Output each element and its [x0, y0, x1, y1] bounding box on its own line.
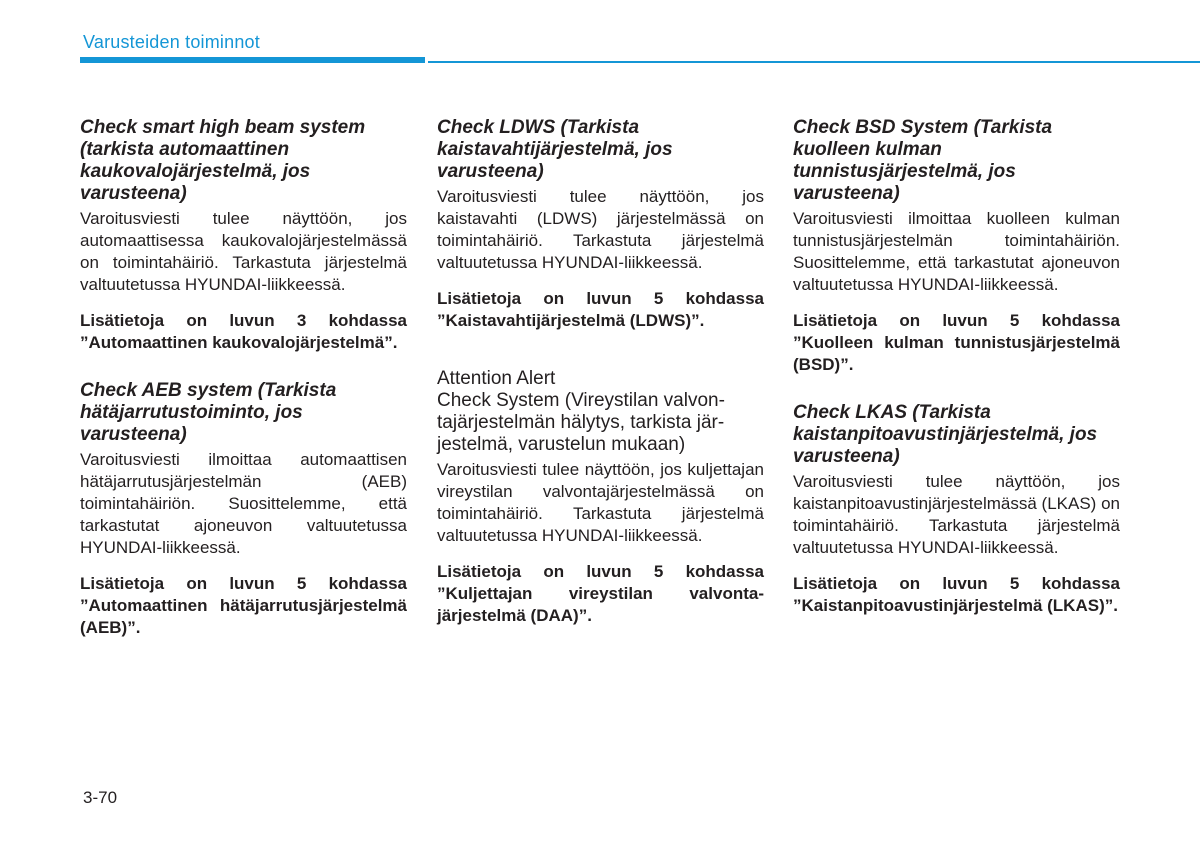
- section-heading: Attention Alert Check System (Vireystilan valvontajärjestelmän hälytys, tarkista järjestelmä, varustelun mukaan): [437, 368, 725, 455]
- header-rule-thin: [428, 61, 1200, 63]
- section-body: Varoitusviesti ilmoittaa kuolleen kulman tunnistusjärjestelmän toimintahäiriön. Suosittelemme, että tarkastutat ajoneuvon valtuutetussa HYUNDAI-liikkeessä.: [793, 209, 1120, 294]
- page-number: 3-70: [83, 788, 118, 807]
- column-3: [793, 117, 1120, 617]
- section-title: Varusteiden toiminnot: [83, 32, 260, 52]
- section-heading: Check LKAS (Tarkista kaistanpitoavustinjärjestelmä, jos varusteena): [793, 402, 1098, 467]
- section-body: Varoitusviesti tulee näyttöön, jos automaattisessa kaukovalojärjestelmässä on toimintahäiriö. Tarkastuta järjestelmä valtuutetussa HYUNDAI-liikkeessä.: [80, 209, 407, 294]
- section-heading: Check smart high beam system (tarkista automaattinen kaukovalojärjestelmä, jos varusteena): [80, 117, 366, 204]
- section-body: Varoitusviesti tulee näyttöön, jos kaistanpitoavustinjärjestelmässä (LKAS) on toimintahäiriö. Tarkastuta järjestelmä valtuutetussa HYUNDAI-liikkeessä.: [793, 472, 1120, 557]
- section-heading: Check AEB system (Tarkista hätäjarrutustoiminto, jos varusteena): [80, 380, 337, 445]
- section-aeb: [80, 380, 407, 639]
- section-heading: Check BSD System (Tarkista kuolleen kulman tunnistusjärjestelmä, jos varusteena): [793, 117, 1053, 204]
- section-reference: Lisätietoja on luvun 5 kohdassa ”Kuljettajan vireystilan valvontajärjestelmä (DAA)”.: [437, 562, 764, 625]
- section-bsd: [793, 117, 1120, 376]
- section-reference: Lisätietoja on luvun 5 kohdassa ”Kaistavahtijärjestelmä (LDWS)”.: [437, 289, 764, 330]
- section-reference: Lisätietoja on luvun 5 kohdassa ”Kuolleen kulman tunnistusjärjestelmä (BSD)”.: [793, 311, 1120, 374]
- section-heading: Check LDWS (Tarkista kaistavahtijärjestelmä, jos varusteena): [437, 117, 673, 182]
- column-1: [80, 117, 407, 639]
- section-body: Varoitusviesti tulee näyttöön, jos kuljettajan vireystilan valvontajärjestelmässä on toimintahäiriö. Tarkastuta järjestelmä valtuutetussa HYUNDAI-liikkeessä.: [437, 460, 764, 545]
- column-2: [437, 117, 764, 627]
- section-reference: Lisätietoja on luvun 5 kohdassa ”Kaistanpitoavustinjärjestelmä (LKAS)”.: [793, 574, 1120, 615]
- section-body: Varoitusviesti ilmoittaa automaattisen hätäjarrutusjärjestelmän (AEB) toimintahäiriön. Suosittelemme, että tarkastutat ajoneuvon valtuutetussa HYUNDAI-liikkeessä.: [80, 450, 407, 557]
- header-rule-thick: [80, 57, 425, 63]
- section-smart-high-beam: [80, 117, 407, 354]
- section-reference: Lisätietoja on luvun 3 kohdassa ”Automaattinen kaukovalojärjestelmä”.: [80, 311, 407, 352]
- section-lkas: [793, 402, 1120, 617]
- section-ldws: [437, 117, 764, 332]
- section-reference: Lisätietoja on luvun 5 kohdassa ”Automaattinen hätäjarrutusjärjestelmä (AEB)”.: [80, 574, 407, 637]
- section-attention-alert: [437, 368, 764, 627]
- section-body: Varoitusviesti tulee näyttöön, jos kaistavahti (LDWS) järjestelmässä on toimintahäiriö. Tarkastuta järjestelmä valtuutetussa HYUNDAI-liikkeessä.: [437, 187, 764, 272]
